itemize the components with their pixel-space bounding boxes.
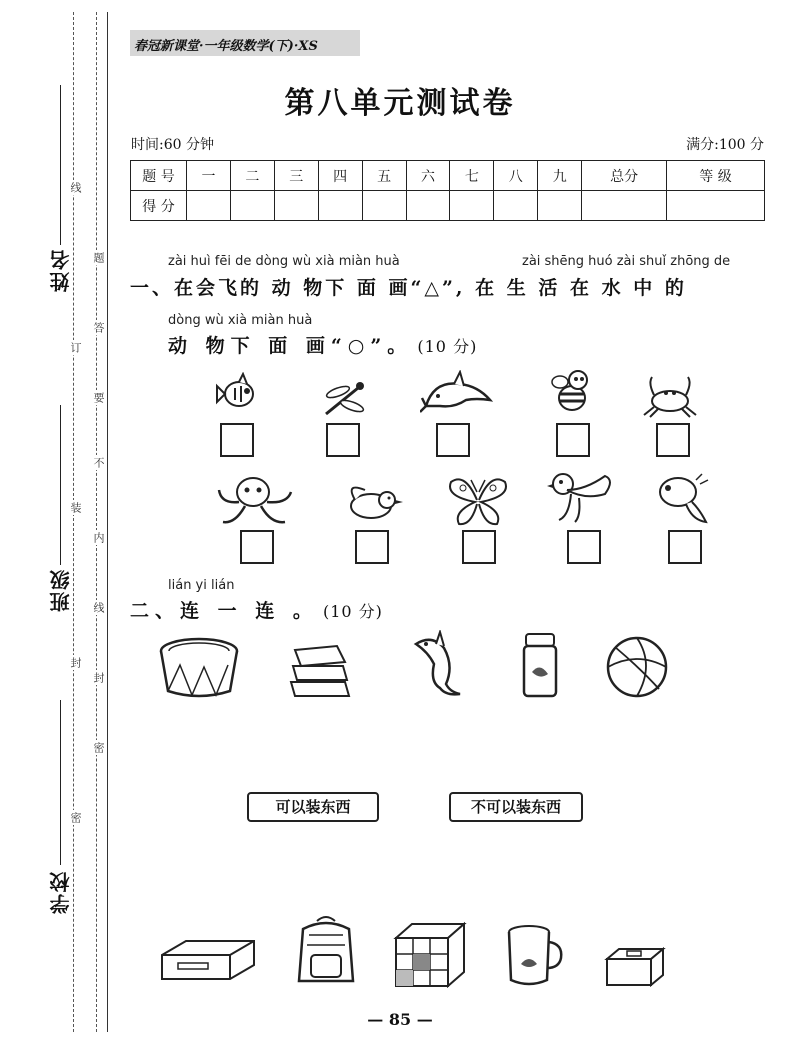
margin-mark: 不 [92,457,105,468]
score-input-cell[interactable] [494,191,538,221]
score-input-cell[interactable] [538,191,582,221]
q1-pinyin-3: dòng wù xià miàn huà [168,313,313,328]
box-icon[interactable] [603,945,667,987]
books-icon[interactable] [285,642,355,700]
table-cell: 等 级 [667,161,765,191]
butterfly-icon [445,472,510,527]
fish-icon [215,372,265,417]
score-input-cell[interactable] [318,191,362,221]
school-field-line[interactable] [60,700,61,865]
answer-box[interactable] [355,530,389,564]
score-table-score-row [131,191,765,221]
q1-pinyin-2: zài shēng huó zài shuǐ zhōng de [522,254,731,269]
answer-box[interactable] [567,530,601,564]
margin-mark: 题 [92,252,105,263]
margin-mark: 内 [92,532,105,543]
margin-mark: 密 [69,812,82,823]
table-cell: 题 号 [131,161,187,191]
answer-box[interactable] [326,423,360,457]
full-score-label: 满分:100 分 [686,137,764,153]
bird-icon [335,478,405,523]
margin-mark: 封 [69,657,82,668]
score-table-header-row [131,161,765,191]
margin-mark: 密 [92,742,105,753]
table-cell: 八 [494,161,538,191]
score-input-cell[interactable] [230,191,274,221]
flying-bird-icon [545,470,620,525]
answer-box[interactable] [220,423,254,457]
table-cell: 得 分 [131,191,187,221]
octopus-icon [215,474,295,529]
dragonfly-icon [318,380,368,420]
class-field-line[interactable] [60,405,61,565]
score-input-cell[interactable] [406,191,450,221]
q2-points: (10 分) [322,602,383,621]
name-label: 姓名 [49,248,73,292]
answer-box[interactable] [656,423,690,457]
crab-icon [640,373,700,418]
class-label: 班级 [49,568,73,612]
q1-instruction-line2 [168,331,477,358]
table-cell: 六 [406,161,450,191]
q1-line2-text: 动 物下 面 画“○”。 [168,335,413,357]
margin-mark: 线 [69,182,82,193]
pencil-case-icon[interactable] [158,935,258,983]
answer-box[interactable] [668,530,702,564]
page-number: — 85 — [367,1010,433,1029]
score-input-cell[interactable] [362,191,406,221]
score-input-cell[interactable] [667,191,765,221]
q2-pinyin: lián yi lián [168,578,235,593]
answer-box[interactable] [240,530,274,564]
table-cell: 二 [230,161,274,191]
table-cell: 四 [318,161,362,191]
margin-mark: 封 [92,672,105,683]
mug-icon[interactable] [505,922,565,988]
school-label: 学校 [49,870,73,914]
drum-icon[interactable] [158,635,240,703]
time-label: 时间:60 分钟 [131,137,214,153]
margin-mark: 要 [92,392,105,403]
goldfish-icon [652,470,712,525]
dolphin-toy-icon[interactable] [406,630,466,698]
bee-icon [548,368,598,418]
label-cannot-hold-things[interactable]: 不可以装东西 [449,792,583,822]
q1-points: (10 分) [417,337,478,356]
score-input-cell[interactable] [450,191,494,221]
score-input-cell[interactable] [582,191,667,221]
table-cell: 总分 [582,161,667,191]
dolphin-icon [420,370,495,420]
q1-instruction-line1: 一、在会飞的 动 物下 面 画“△”, 在 生 活 在 水 中 的 [130,277,687,299]
ball-icon[interactable] [605,635,669,699]
margin-mark: 线 [92,602,105,613]
margin-mark: 订 [69,342,82,353]
margin-mark: 装 [69,502,82,513]
series-header: 春冠新课堂·一年级数学(下)·XS [134,39,318,54]
answer-box[interactable] [436,423,470,457]
table-cell: 七 [450,161,494,191]
inner-dashed-line [96,12,97,1032]
table-cell: 五 [362,161,406,191]
table-cell: 九 [538,161,582,191]
q1-pinyin-1: zài huì fēi de dòng wù xià miàn huà [168,254,400,269]
backpack-icon[interactable] [295,915,357,987]
answer-box[interactable] [556,423,590,457]
table-cell: 一 [187,161,231,191]
page-title: 第八单元测试卷 [284,86,516,121]
q2-instruction [130,596,383,623]
label-can-hold-things[interactable]: 可以装东西 [247,792,379,822]
score-table [130,160,765,221]
margin-mark: 答 [92,322,105,333]
thermos-icon[interactable] [520,632,560,698]
table-cell: 三 [274,161,318,191]
q2-line-text: 二、连 一 连 。 [130,600,318,622]
score-input-cell[interactable] [274,191,318,221]
inner-solid-line [107,12,108,1032]
score-input-cell[interactable] [187,191,231,221]
answer-box[interactable] [462,530,496,564]
rubiks-cube-icon[interactable] [392,920,468,988]
